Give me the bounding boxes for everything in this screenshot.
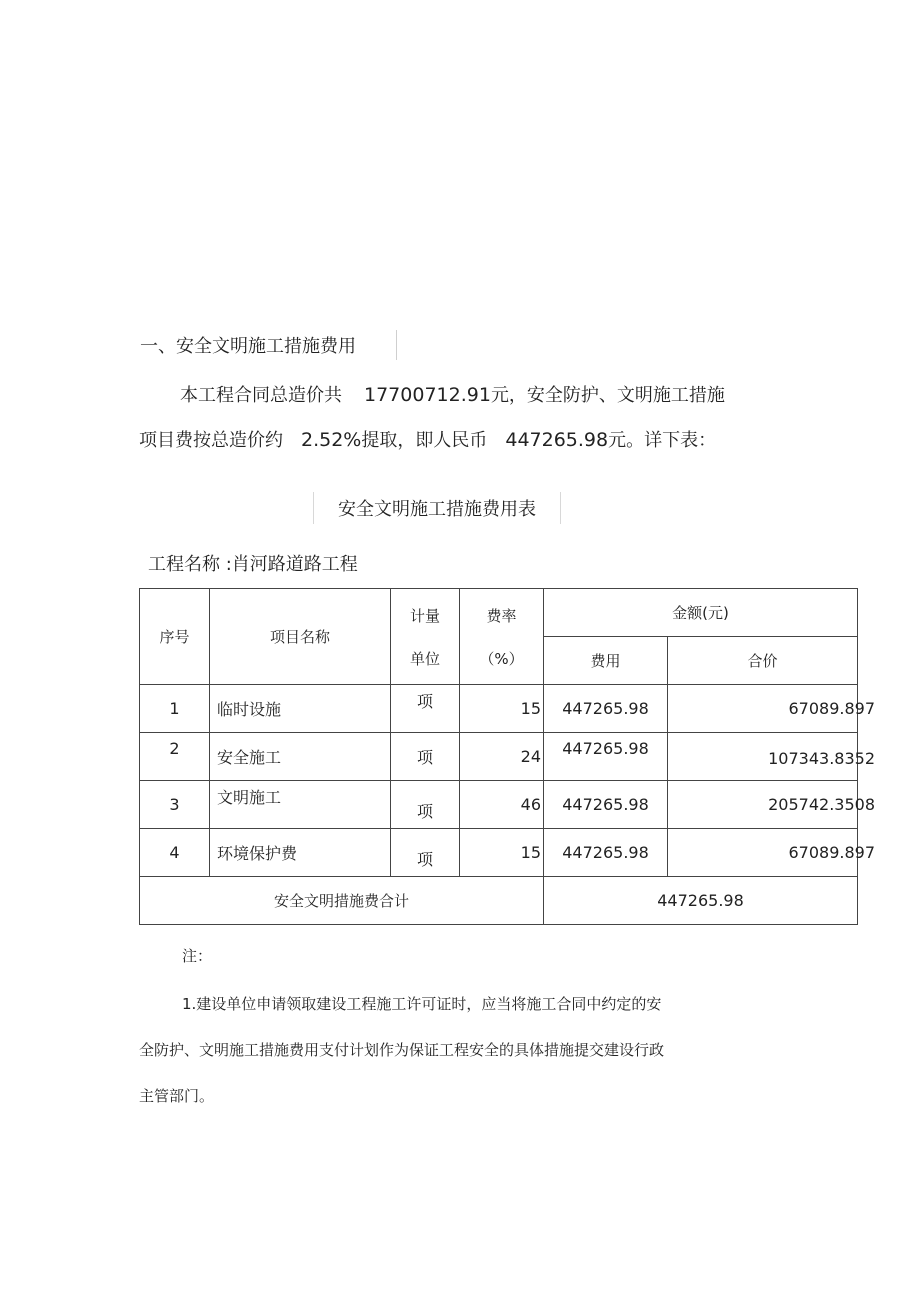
row-total	[668, 685, 875, 733]
row-rate: 46	[460, 781, 544, 829]
header-fee: 费用	[544, 637, 668, 685]
row-seq-text: 2	[169, 739, 180, 758]
row-unit-text: 项	[416, 692, 433, 711]
row-fee: 447265.98	[544, 685, 668, 733]
total-price: 17700712.91	[364, 384, 491, 406]
table-row	[140, 829, 858, 877]
row-seq	[140, 733, 210, 781]
intro-line-2	[139, 426, 716, 452]
intro-line-1	[180, 381, 725, 407]
sum-value: 447265.98	[544, 877, 858, 925]
row-total-text: 107343.8352	[768, 749, 875, 768]
heading-divider	[396, 330, 397, 360]
row-total	[668, 829, 875, 877]
row-fee	[544, 733, 668, 781]
intro-text: 元。详下表：	[608, 430, 717, 451]
intro-text: 提取，即人民币	[361, 430, 488, 451]
row-total-text: 67089.897	[788, 843, 875, 862]
intro-text: 元，安全防护、文明施工措施	[490, 385, 725, 406]
row-seq: 4	[140, 829, 210, 877]
header-unit-line1: 计量	[409, 606, 440, 625]
header-seq: 序号	[140, 589, 210, 685]
table-title: 安全文明施工措施费用表	[313, 492, 561, 524]
note-line-3: 主管部门。	[139, 1087, 215, 1105]
header-total: 合价	[668, 637, 858, 685]
header-unit-line2: 单位	[409, 649, 440, 668]
row-total	[668, 781, 875, 829]
header-item: 项目名称	[210, 589, 391, 685]
row-total	[668, 733, 875, 781]
row-rate: 15	[460, 829, 544, 877]
header-rate	[460, 589, 544, 685]
row-unit-text: 项	[416, 850, 433, 869]
sum-row	[140, 877, 858, 925]
row-fee: 447265.98	[544, 781, 668, 829]
project-name: 工程名称 :肖河路道路工程	[148, 554, 358, 575]
row-item: 临时设施	[210, 685, 391, 733]
header-rate-line1: 费率	[486, 606, 517, 625]
intro-text: 本工程合同总造价共	[180, 385, 342, 406]
table-row	[140, 733, 858, 781]
fee-table	[139, 588, 875, 925]
row-seq: 3	[140, 781, 210, 829]
header-amount: 金额(元)	[544, 589, 858, 637]
row-unit-text: 项	[416, 802, 433, 821]
row-rate: 24	[460, 733, 544, 781]
row-total-text: 67089.897	[788, 699, 875, 718]
row-unit	[391, 829, 460, 877]
header-unit	[391, 589, 460, 685]
row-fee: 447265.98	[544, 829, 668, 877]
row-unit	[391, 685, 460, 733]
row-unit: 项	[391, 733, 460, 781]
header-rate-line2: （%）	[479, 649, 524, 668]
rate-value: 2.52%	[301, 429, 362, 451]
header-row	[140, 589, 858, 637]
row-item-text: 文明施工	[217, 788, 282, 807]
sum-label: 安全文明措施费合计	[140, 877, 544, 925]
table-row	[140, 781, 858, 829]
row-item: 安全施工	[210, 733, 391, 781]
row-total-text: 205742.3508	[768, 795, 875, 814]
note-line-1: 1.建设单位申请领取建设工程施工许可证时，应当将施工合同中约定的安	[182, 995, 662, 1013]
row-rate: 15	[460, 685, 544, 733]
amount-value: 447265.98	[505, 429, 609, 451]
section-heading: 一、安全文明施工措施费用	[140, 336, 356, 357]
note-label: 注：	[182, 947, 213, 965]
row-item: 环境保护费	[210, 829, 391, 877]
row-item	[210, 781, 391, 829]
table-row	[140, 685, 858, 733]
row-seq: 1	[140, 685, 210, 733]
row-fee-text: 447265.98	[562, 739, 649, 758]
row-unit	[391, 781, 460, 829]
note-line-2: 全防护、文明施工措施费用支付计划作为保证工程安全的具体措施提交建设行政	[139, 1041, 665, 1059]
intro-text: 项目费按总造价约	[139, 430, 283, 451]
